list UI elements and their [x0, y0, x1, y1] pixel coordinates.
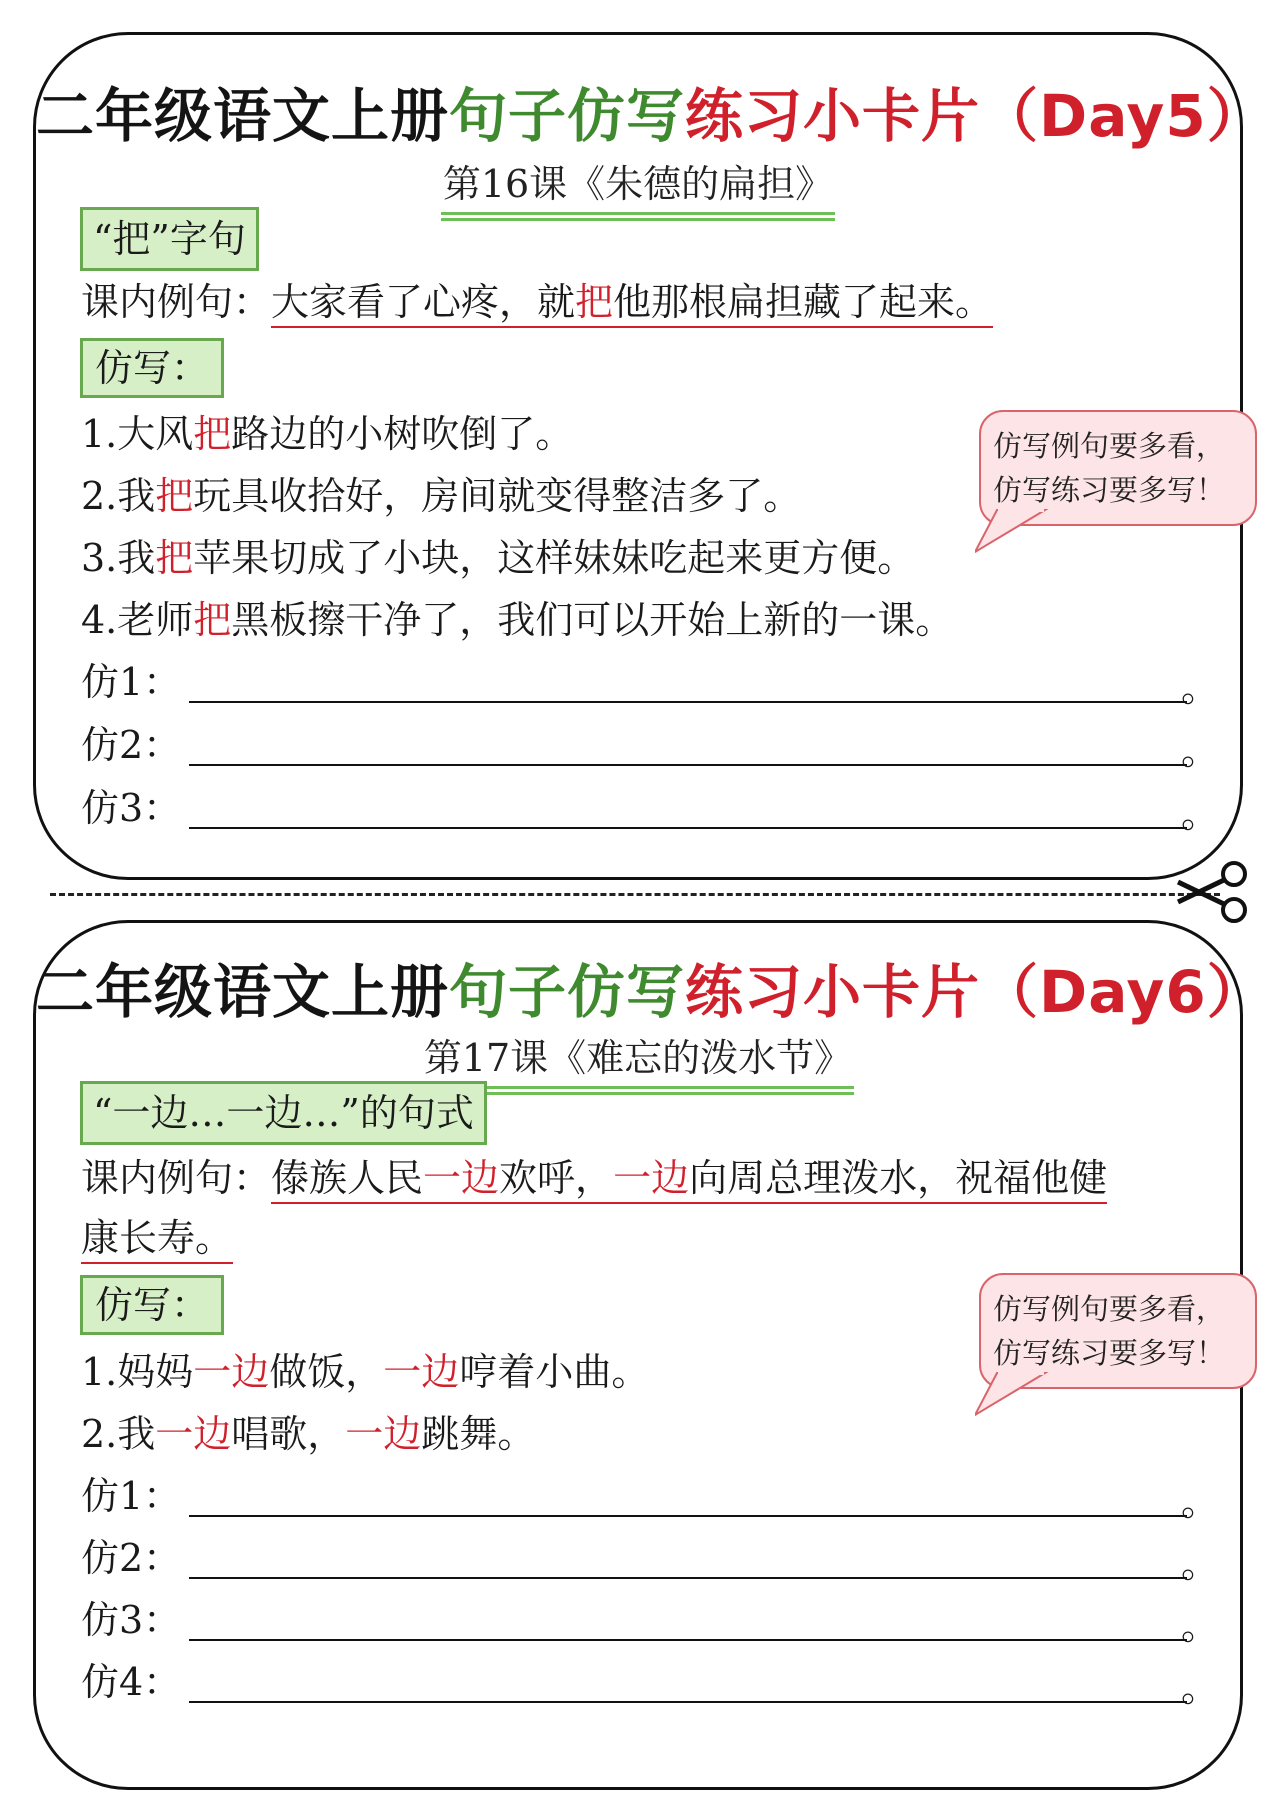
title-part2: 句子仿写	[449, 958, 686, 1026]
card-day6	[33, 920, 1266, 1790]
blank-row-2[interactable]: 仿2： 。	[81, 723, 1219, 773]
example-sentence: 课内例句：大家看了心疼，就把他那根扁担藏了起来。	[81, 275, 993, 329]
tip-bubble: 仿写例句要多看， 仿写练习要多写！	[979, 410, 1257, 526]
card-title	[36, 69, 1266, 153]
card-day5	[33, 32, 1266, 880]
sentence-1: 1.大风把路边的小树吹倒了。	[81, 412, 574, 456]
cut-line	[50, 893, 1220, 896]
title-day: （Day6）	[980, 958, 1266, 1026]
sentence-1: 1.妈妈一边做饭，一边哼着小曲。	[81, 1350, 650, 1394]
title-part1: 二年级语文上册	[36, 958, 450, 1026]
blank-row-1[interactable]: 仿1： 。	[81, 1474, 1219, 1524]
sentence-2: 2.我把玩具收拾好，房间就变得整洁多了。	[81, 474, 802, 518]
pattern-label: “把”字句	[80, 207, 259, 271]
imitate-label: 仿写：	[80, 338, 224, 398]
sentence-4: 4.老师把黑板擦干净了，我们可以开始上新的一课。	[81, 598, 954, 642]
lesson-title: 第16课《朱德的扁担》	[36, 153, 1240, 215]
blank-row-4[interactable]: 仿4： 。	[81, 1660, 1219, 1710]
blank-row-3[interactable]: 仿3： 。	[81, 786, 1219, 836]
lesson-title: 第17课《难忘的泼水节》	[36, 1027, 1240, 1089]
example-underlined: 大家看了心疼，就把他那根扁担藏了起来。	[271, 280, 993, 328]
title-part1: 二年级语文上册	[36, 82, 450, 150]
pattern-label: “一边…一边…”的句式	[80, 1081, 487, 1145]
blank-row-1[interactable]: 仿1： 。	[81, 660, 1219, 710]
bubble-tail-icon	[975, 508, 1055, 558]
title-part3: 练习小卡片	[685, 82, 981, 150]
card-title	[36, 945, 1266, 1029]
imitate-label: 仿写：	[80, 1275, 224, 1335]
scissors-icon	[1174, 858, 1254, 928]
example-underlined: 傣族人民一边欢呼，一边向周总理泼水，祝福他健	[271, 1156, 1107, 1204]
tip-bubble: 仿写例句要多看， 仿写练习要多写！	[979, 1273, 1257, 1389]
example-sentence-cont: 康长寿。	[81, 1211, 233, 1265]
bubble-tail-icon	[975, 1371, 1055, 1421]
sentence-2: 2.我一边唱歌，一边跳舞。	[81, 1412, 536, 1456]
blank-row-3[interactable]: 仿3： 。	[81, 1598, 1219, 1648]
title-part3: 练习小卡片	[685, 958, 981, 1026]
sentence-3: 3.我把苹果切成了小块，这样妹妹吃起来更方便。	[81, 536, 916, 580]
example-sentence: 课内例句：傣族人民一边欢呼，一边向周总理泼水，祝福他健	[81, 1151, 1107, 1205]
title-part2: 句子仿写	[449, 82, 686, 150]
blank-row-2[interactable]: 仿2： 。	[81, 1536, 1219, 1586]
title-day: （Day5）	[980, 82, 1266, 150]
